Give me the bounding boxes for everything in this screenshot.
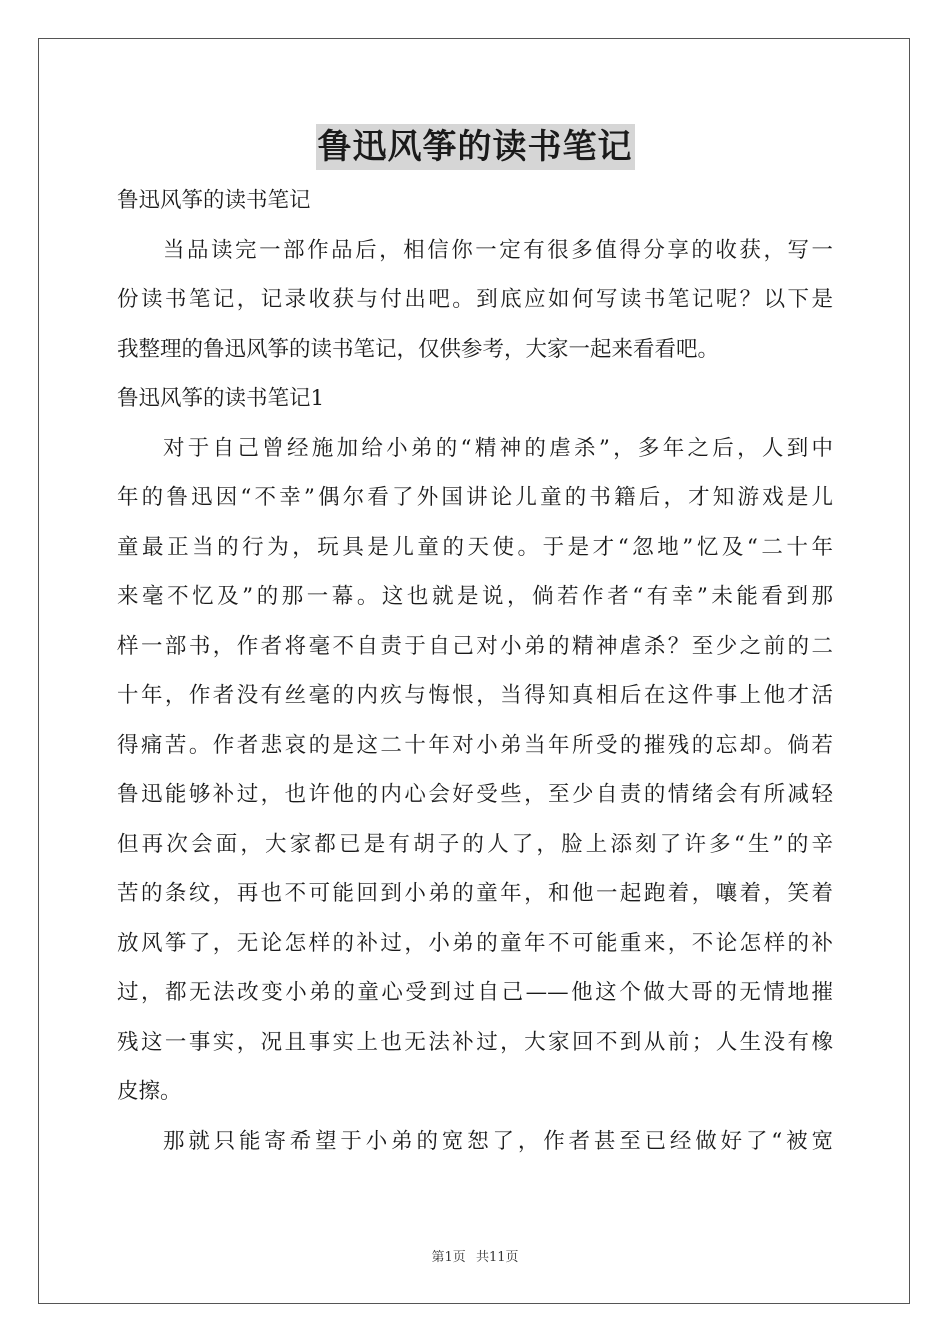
- page-total: 共11页: [475, 1250, 519, 1265]
- paragraph-line: 对于自己曾经施加给小弟的“精神的虐杀”，多年之后，人到中: [163, 435, 833, 461]
- paragraph-line: 过，都无法改变小弟的童心受到过自己——他这个做大哥的无情地摧: [117, 980, 833, 1005]
- document-body: [117, 176, 833, 1166]
- paragraph-line: 放风筝了，无论怎样的补过，小弟的童年不可能重来，不论怎样的补: [117, 930, 833, 956]
- intro-line: 份读书笔记，记录收获与付出吧。到底应如何写读书笔记呢？以下是: [117, 287, 833, 312]
- paragraph-line: 鲁迅能够补过，也许他的内心会好受些，至少自责的情绪会有所减轻: [117, 782, 833, 807]
- page-footer: [0, 1246, 950, 1265]
- document-title: 鲁迅风筝的读书笔记: [316, 124, 635, 170]
- paragraph-line: 皮擦。: [117, 1079, 182, 1104]
- document-subtitle: 鲁迅风筝的读书笔记: [117, 188, 311, 213]
- paragraph-line: 那就只能寄希望于小弟的宽恕了，作者甚至已经做好了“被宽: [163, 1128, 833, 1154]
- paragraph-line: 残这一事实，况且事实上也无法补过，大家回不到从前；人生没有橡: [117, 1029, 833, 1055]
- title-container: [0, 124, 950, 170]
- paragraph-line: 苦的条纹，再也不可能回到小弟的童年，和他一起跑着，嚷着，笑着: [117, 881, 833, 906]
- paragraph-line: 十年，作者没有丝毫的内疚与悔恨，当得知真相后在这件事上他才活: [117, 683, 833, 708]
- paragraph-line: 得痛苦。作者悲哀的是这二十年对小弟当年所受的摧残的忘却。倘若: [117, 732, 833, 758]
- paragraph-line: 样一部书，作者将毫不自责于自己对小弟的精神虐杀？至少之前的二: [117, 633, 833, 659]
- paragraph-line: 年的鲁迅因“不幸”偶尔看了外国讲论儿童的书籍后，才知游戏是儿: [117, 485, 833, 510]
- section-heading: 鲁迅风筝的读书笔记1: [117, 386, 325, 411]
- intro-line: 当品读完一部作品后，相信你一定有很多值得分享的收获，写一: [163, 237, 833, 263]
- intro-line: 我整理的鲁迅风筝的读书笔记，仅供参考，大家一起来看看吧。: [117, 336, 720, 362]
- page-number: 第1页: [431, 1250, 466, 1265]
- paragraph-line: 来毫不忆及”的那一幕。这也就是说，倘若作者“有幸”未能看到那: [117, 584, 833, 609]
- paragraph-line: 但再次会面，大家都已是有胡子的人了，脸上添刻了许多“生”的辛: [117, 831, 833, 857]
- paragraph-line: 童最正当的行为，玩具是儿童的天使。于是才“忽地”忆及“二十年: [117, 534, 833, 560]
